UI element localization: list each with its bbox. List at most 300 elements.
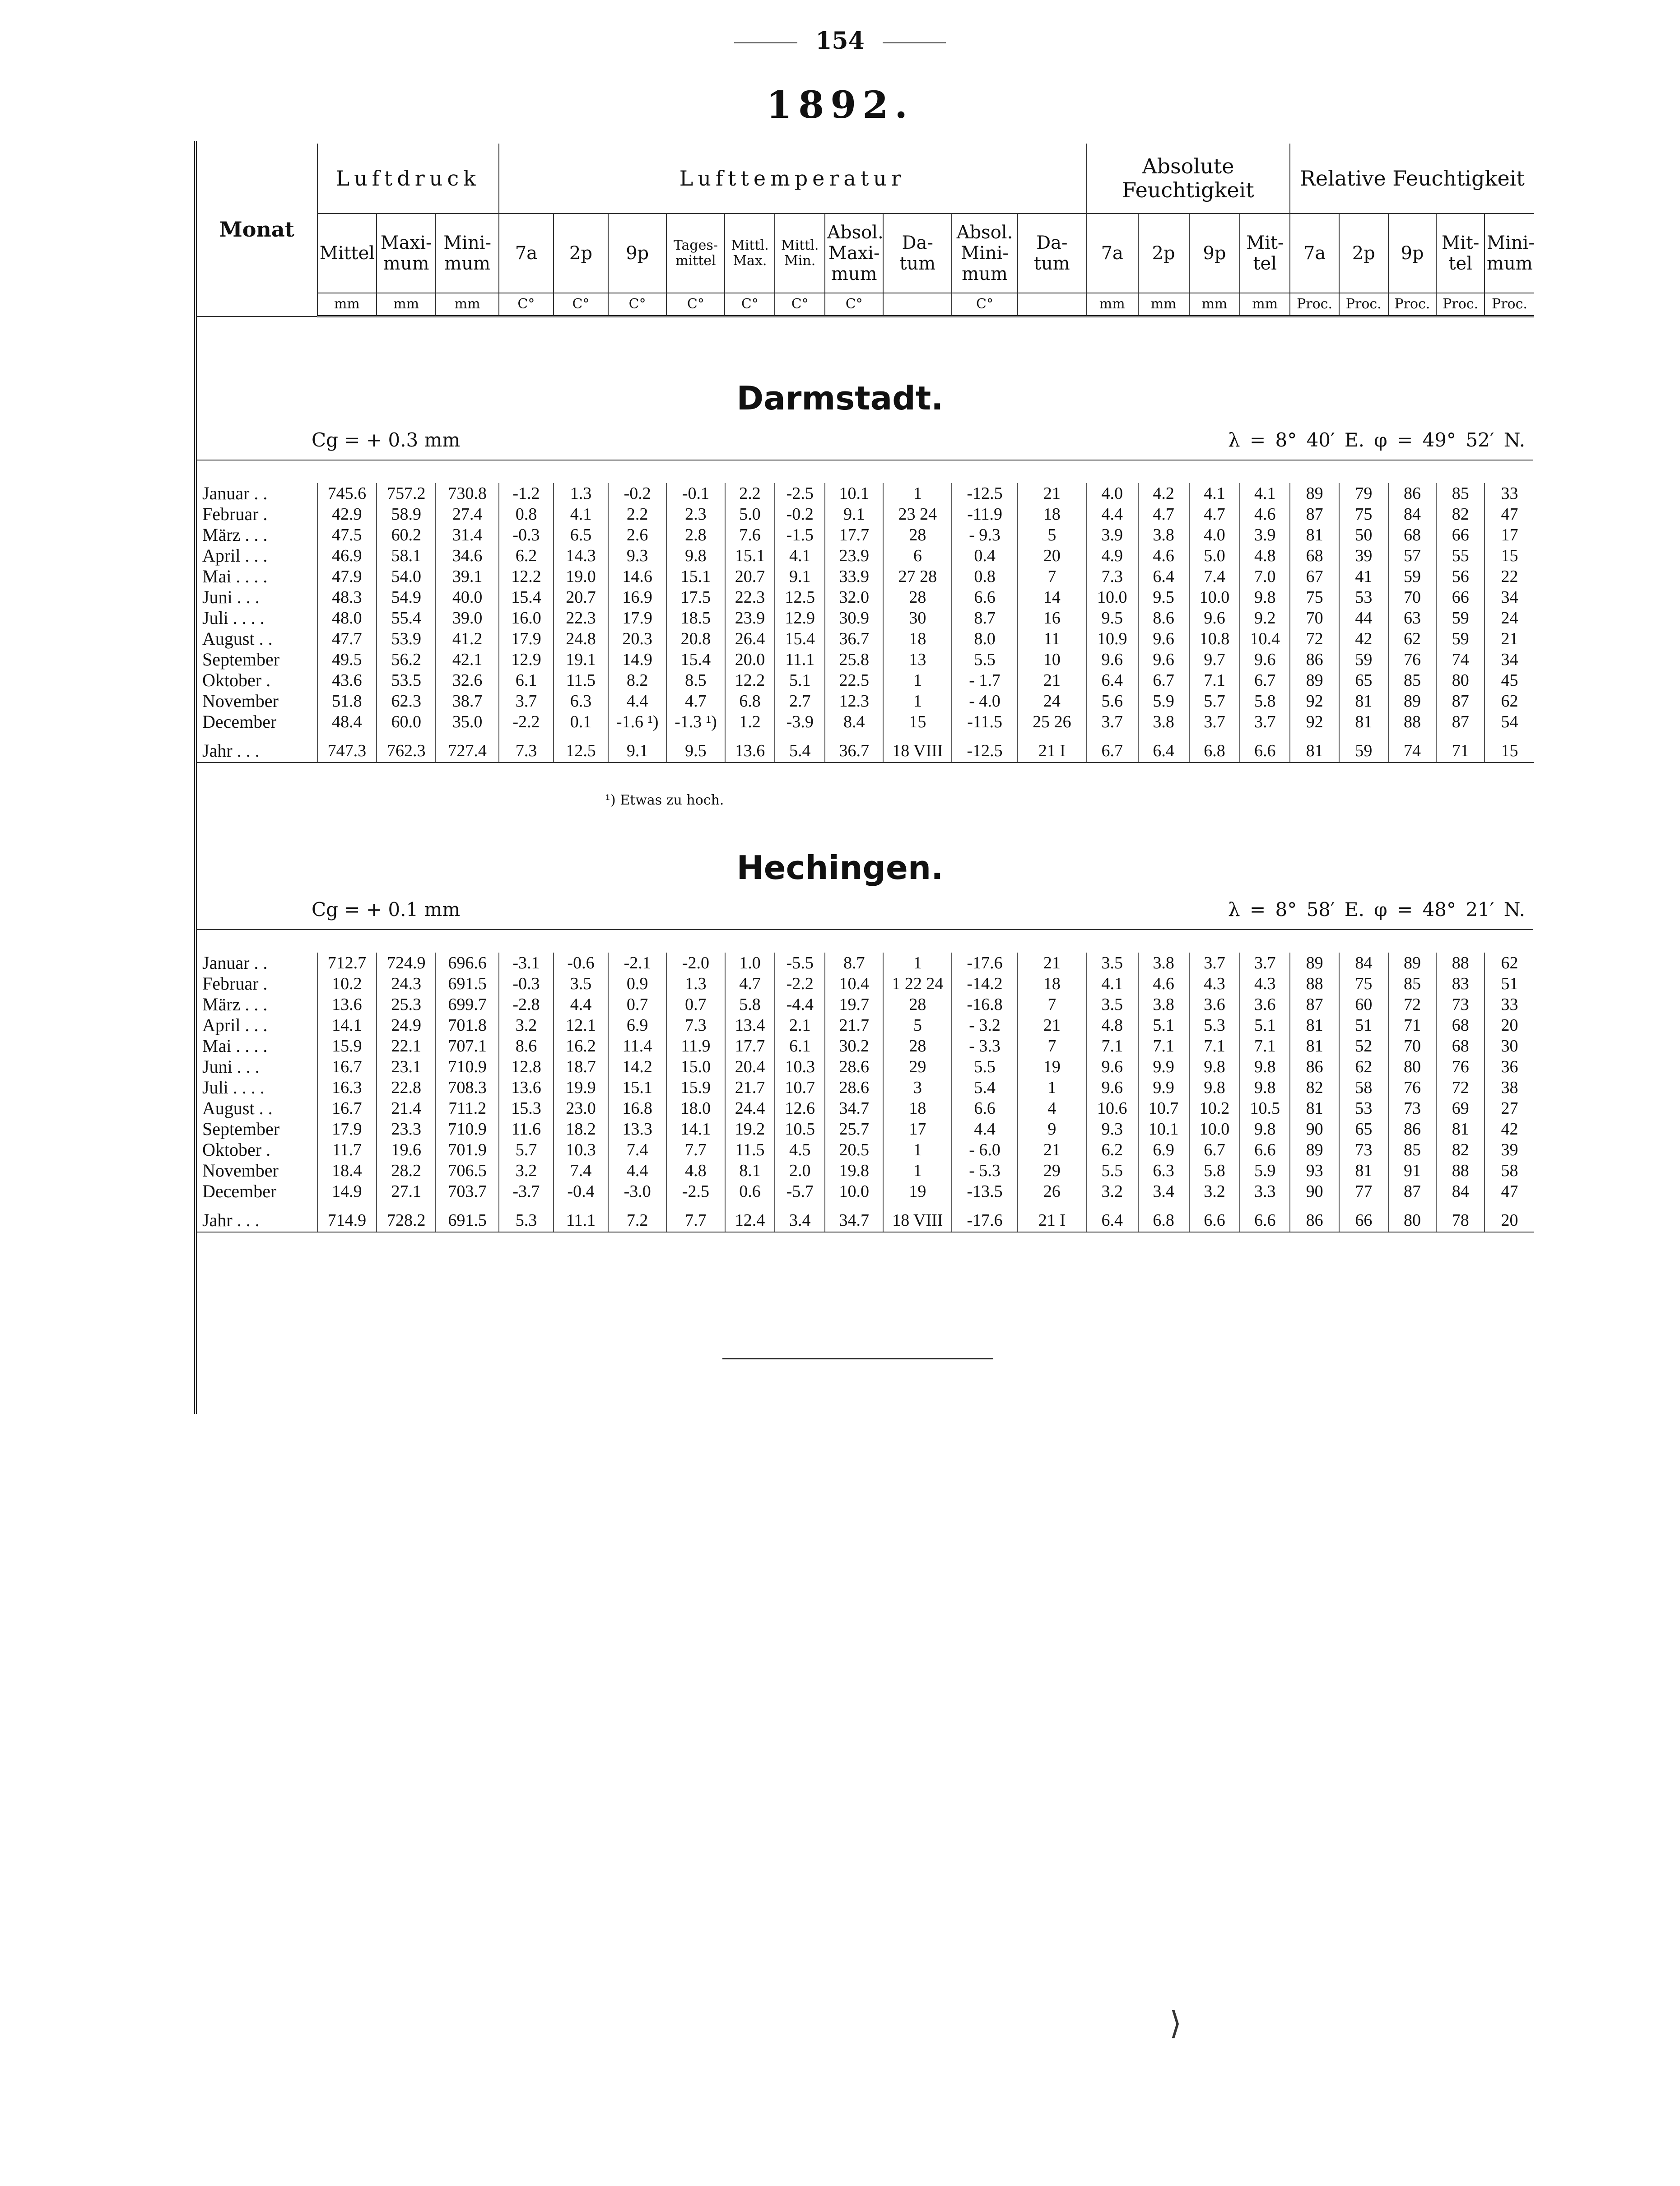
data-cell: 4.1 (1086, 973, 1138, 994)
data-cell: 9.1 (825, 504, 883, 525)
data-cell: 7.1 (1138, 1036, 1189, 1056)
data-cell: 7.7 (666, 1140, 725, 1160)
data-cell: 7 (1018, 1036, 1086, 1056)
data-cell: 6.7 (1086, 732, 1138, 763)
data-cell: 9.8 (1240, 1119, 1290, 1140)
data-cell: 0.7 (666, 994, 725, 1015)
unit-cell: C° (554, 293, 608, 316)
data-cell: 6.9 (1138, 1140, 1189, 1160)
data-cell: 81 (1339, 1160, 1388, 1181)
data-cell: 17.9 (317, 1119, 377, 1140)
data-cell: 22.8 (377, 1077, 436, 1098)
data-cell: -0.3 (499, 525, 554, 545)
data-cell: 34 (1485, 649, 1534, 670)
absolute-feuchtigkeit-header: Absolute Feuchtigkeit (1086, 144, 1290, 214)
subhead-cell: Mit-tel (1240, 214, 1290, 293)
data-cell: 5.4 (952, 1077, 1018, 1098)
data-cell: -16.8 (952, 994, 1018, 1015)
data-cell: 71 (1388, 1015, 1437, 1036)
data-cell: 5.1 (1240, 1015, 1290, 1036)
subhead-cell: 9p (1388, 214, 1437, 293)
data-cell: 8.2 (608, 670, 666, 691)
data-cell: 7 (1018, 566, 1086, 587)
subhead-cell: Maxi-mum (377, 214, 436, 293)
data-cell: 5.0 (725, 504, 775, 525)
subhead-cell: Mit-tel (1436, 214, 1485, 293)
data-cell: 708.3 (436, 1077, 499, 1098)
data-cell: 30 (1485, 1036, 1534, 1056)
data-cell: 18.7 (554, 1056, 608, 1077)
data-cell: 75 (1339, 973, 1388, 994)
data-cell: 10.3 (554, 1140, 608, 1160)
data-cell: 81 (1339, 712, 1388, 732)
data-cell: 18.5 (666, 608, 725, 628)
data-cell: 44 (1339, 608, 1388, 628)
data-cell: 23.9 (725, 608, 775, 628)
data-cell: 66 (1339, 1202, 1388, 1232)
data-cell: 78 (1436, 1202, 1485, 1232)
data-cell: 18.2 (554, 1119, 608, 1140)
subhead-cell: Mittel (317, 214, 377, 293)
data-cell: 88 (1436, 953, 1485, 973)
subhead-cell: Tages-mittel (666, 214, 725, 293)
data-cell: 23.0 (554, 1098, 608, 1119)
data-cell: -2.8 (499, 994, 554, 1015)
data-cell: 45 (1485, 670, 1534, 691)
data-cell: 9.6 (1240, 649, 1290, 670)
lufttemperatur-header: Lufttemperatur (499, 144, 1086, 214)
data-cell: -17.6 (952, 953, 1018, 973)
data-cell: - 5.3 (952, 1160, 1018, 1181)
data-cell: 4.9 (1086, 545, 1138, 566)
data-cell: 5.8 (1189, 1160, 1240, 1181)
table-row (197, 628, 1534, 649)
data-cell: 89 (1388, 691, 1437, 712)
data-cell: 34.7 (825, 1202, 883, 1232)
data-cell: 6.2 (499, 545, 554, 566)
data-cell: 20.7 (725, 566, 775, 587)
data-cell: 41 (1339, 566, 1388, 587)
data-cell: 23.9 (825, 545, 883, 566)
data-cell: -1.5 (775, 525, 825, 545)
data-cell: 59 (1339, 649, 1388, 670)
unit-cell: C° (499, 293, 554, 316)
data-cell: 10 (1018, 649, 1086, 670)
data-cell: 24.8 (554, 628, 608, 649)
data-cell: 10.4 (825, 973, 883, 994)
data-cell: 19.1 (554, 649, 608, 670)
data-cell: 1 (883, 953, 952, 973)
data-cell: 10.9 (1086, 628, 1138, 649)
subhead-cell: 7a (1290, 214, 1339, 293)
data-cell: 4.7 (1189, 504, 1240, 525)
data-cell: 10.8 (1189, 628, 1240, 649)
table-row (197, 545, 1534, 566)
data-cell: 13 (883, 649, 952, 670)
data-cell: 8.0 (952, 628, 1018, 649)
data-cell: 6.6 (952, 587, 1018, 608)
data-cell: 4.1 (1189, 483, 1240, 504)
data-cell: 12.6 (775, 1098, 825, 1119)
data-cell: 10.4 (1240, 628, 1290, 649)
data-cell: 6.8 (1189, 732, 1240, 763)
data-cell: 712.7 (317, 953, 377, 973)
data-cell: 71 (1436, 732, 1485, 763)
data-cell: 22.3 (725, 587, 775, 608)
data-cell: 53 (1339, 1098, 1388, 1119)
data-cell: 6.4 (1086, 670, 1138, 691)
data-cell: 82 (1436, 504, 1485, 525)
data-cell: 28 (883, 525, 952, 545)
data-cell: 33 (1485, 994, 1534, 1015)
data-cell: 0.1 (554, 712, 608, 732)
data-cell: 36 (1485, 1056, 1534, 1077)
footnote: ¹) Etwas zu hoch. (605, 792, 724, 808)
data-cell: 54.9 (377, 587, 436, 608)
data-cell: 20 (1485, 1202, 1534, 1232)
data-cell: 68 (1436, 1036, 1485, 1056)
data-cell: 47 (1485, 504, 1534, 525)
data-cell: 21 (1485, 628, 1534, 649)
pencil-mark: ⟩ (1169, 2005, 1182, 2042)
data-cell: 10.2 (1189, 1098, 1240, 1119)
data-cell: 68 (1290, 545, 1339, 566)
unit-cell: Proc. (1485, 293, 1534, 316)
data-cell: 1 22 24 (883, 973, 952, 994)
data-cell: 42.9 (317, 504, 377, 525)
data-cell: 24 (1485, 608, 1534, 628)
data-cell: 18 (883, 1098, 952, 1119)
table-row (197, 1015, 1534, 1036)
data-cell: 17.9 (608, 608, 666, 628)
month-label: November (202, 691, 279, 711)
data-cell: 12.8 (499, 1056, 554, 1077)
data-cell: 19 (883, 1181, 952, 1202)
data-cell: 12.4 (725, 1202, 775, 1232)
table-row (197, 953, 1534, 973)
data-cell: 77 (1339, 1181, 1388, 1202)
station-coordinates: λ = 8° 58′ E. φ = 48° 21′ N. (1228, 898, 1526, 921)
unit-cell: C° (608, 293, 666, 316)
data-cell: 62.3 (377, 691, 436, 712)
data-cell: 87 (1290, 504, 1339, 525)
data-cell: 11.5 (554, 670, 608, 691)
data-cell: 48.3 (317, 587, 377, 608)
month-label: September (202, 1119, 280, 1139)
data-cell: 15.1 (666, 566, 725, 587)
data-cell: 2.3 (666, 504, 725, 525)
unit-cell: mm (377, 293, 436, 316)
data-cell: 34.7 (825, 1098, 883, 1119)
data-cell: 53.5 (377, 670, 436, 691)
data-cell: 2.2 (725, 483, 775, 504)
unit-cell: Proc. (1290, 293, 1339, 316)
data-cell: 21 (1018, 953, 1086, 973)
data-cell: 65 (1339, 670, 1388, 691)
data-cell: 24 (1018, 691, 1086, 712)
data-cell: 27.4 (436, 504, 499, 525)
data-cell: 16.7 (317, 1098, 377, 1119)
data-cell: 58.9 (377, 504, 436, 525)
data-cell: 41.2 (436, 628, 499, 649)
data-cell: 16.0 (499, 608, 554, 628)
data-cell: 84 (1388, 504, 1437, 525)
data-cell: 18 (1018, 973, 1086, 994)
data-cell: 32.6 (436, 670, 499, 691)
data-cell: 87 (1290, 994, 1339, 1015)
data-cell: 5.1 (775, 670, 825, 691)
data-cell: 34 (1485, 587, 1534, 608)
data-cell: -5.5 (775, 953, 825, 973)
data-cell: 16 (1018, 608, 1086, 628)
data-cell: 55 (1436, 545, 1485, 566)
data-cell: 34.6 (436, 545, 499, 566)
data-cell: 73 (1388, 1098, 1437, 1119)
data-cell: 9.6 (1189, 608, 1240, 628)
data-cell: 10.3 (775, 1056, 825, 1077)
data-cell: 14.9 (317, 1181, 377, 1202)
unit-cell: C° (952, 293, 1018, 316)
data-cell: 89 (1290, 483, 1339, 504)
data-cell: 91 (1388, 1160, 1437, 1181)
data-cell: 18 VIII (883, 732, 952, 763)
data-cell: 691.5 (436, 973, 499, 994)
data-cell: 56 (1436, 566, 1485, 587)
data-cell: 8.1 (725, 1160, 775, 1181)
data-cell: 9.1 (608, 732, 666, 763)
data-cell: 18.0 (666, 1098, 725, 1119)
table-row (197, 649, 1534, 670)
data-cell: 8.6 (499, 1036, 554, 1056)
unit-cell: C° (825, 293, 883, 316)
data-cell: 63 (1388, 608, 1437, 628)
data-cell: 5.9 (1138, 691, 1189, 712)
month-label: Mai . . . . (202, 566, 268, 586)
data-cell: 3.9 (1086, 525, 1138, 545)
data-cell: 39 (1339, 545, 1388, 566)
subhead-cell: Mittl. Min. (775, 214, 825, 293)
data-cell: 724.9 (377, 953, 436, 973)
data-cell: -2.1 (608, 953, 666, 973)
subhead-cell: 7a (1086, 214, 1138, 293)
data-cell: -3.9 (775, 712, 825, 732)
data-cell: 9.8 (1240, 1056, 1290, 1077)
data-cell: 0.4 (952, 545, 1018, 566)
data-cell: 87 (1388, 1181, 1437, 1202)
data-cell: -2.0 (666, 953, 725, 973)
data-cell: -3.1 (499, 953, 554, 973)
data-cell: -3.0 (608, 1181, 666, 1202)
data-cell: 39 (1485, 1140, 1534, 1160)
subhead-cell: 2p (1138, 214, 1189, 293)
data-cell: 60.2 (377, 525, 436, 545)
data-cell: 29 (883, 1056, 952, 1077)
month-label: April . . . (202, 545, 268, 566)
data-cell: 55.4 (377, 608, 436, 628)
data-cell: 21 I (1018, 732, 1086, 763)
data-cell: 9.6 (1138, 649, 1189, 670)
subhead-cell: 7a (499, 214, 554, 293)
unit-cell: mm (1189, 293, 1240, 316)
data-cell: -4.4 (775, 994, 825, 1015)
data-cell: 14.6 (608, 566, 666, 587)
data-cell: 68 (1388, 525, 1437, 545)
data-cell: 59 (1436, 608, 1485, 628)
data-cell: 59 (1388, 566, 1437, 587)
data-cell: 9.8 (1189, 1056, 1240, 1077)
data-cell: 3.7 (1189, 953, 1240, 973)
data-cell: 9.8 (1240, 587, 1290, 608)
data-cell: 28 (883, 587, 952, 608)
data-cell: 4.6 (1138, 545, 1189, 566)
data-cell: 730.8 (436, 483, 499, 504)
month-label: Februar . (202, 504, 268, 524)
year-total-row (197, 732, 1534, 763)
data-cell: 19.9 (554, 1077, 608, 1098)
data-cell: 6.4 (1138, 732, 1189, 763)
data-cell: 80 (1388, 1056, 1437, 1077)
data-cell: 12.1 (554, 1015, 608, 1036)
table-row (197, 1119, 1534, 1140)
data-cell: 1.2 (725, 712, 775, 732)
month-label: Januar . . (202, 953, 268, 973)
data-cell: 70 (1388, 1036, 1437, 1056)
data-cell: 10.0 (1189, 1119, 1240, 1140)
month-label: April . . . (202, 1015, 268, 1035)
data-cell: 33.9 (825, 566, 883, 587)
data-cell: 11.9 (666, 1036, 725, 1056)
data-cell: 50 (1339, 525, 1388, 545)
data-cell: 27.1 (377, 1181, 436, 1202)
data-cell: 9.3 (1086, 1119, 1138, 1140)
data-cell: 3.4 (775, 1202, 825, 1232)
data-cell: 7.4 (554, 1160, 608, 1181)
data-cell: 1 (883, 1140, 952, 1160)
data-cell: 79 (1339, 483, 1388, 504)
data-cell: 47.5 (317, 525, 377, 545)
data-cell: -0.6 (554, 953, 608, 973)
data-cell: 3.2 (1189, 1181, 1240, 1202)
data-cell: 1.3 (554, 483, 608, 504)
data-cell: 4.0 (1189, 525, 1240, 545)
data-cell: 4.4 (554, 994, 608, 1015)
data-cell: 20.3 (608, 628, 666, 649)
data-cell: 1 (1018, 1077, 1086, 1098)
data-cell: 5.1 (1138, 1015, 1189, 1036)
data-cell: 4.1 (775, 545, 825, 566)
data-cell: 33 (1485, 483, 1534, 504)
table-row (197, 1036, 1534, 1056)
data-cell: 15.9 (317, 1036, 377, 1056)
data-cell: 7.4 (1189, 566, 1240, 587)
month-label: August . . (202, 1098, 273, 1118)
data-cell: -0.2 (775, 504, 825, 525)
data-cell: 67 (1290, 566, 1339, 587)
table-row (197, 1181, 1534, 1202)
data-cell: 51 (1485, 973, 1534, 994)
month-label: März . . . (202, 994, 268, 1014)
data-cell: 17.7 (725, 1036, 775, 1056)
data-cell: 3.8 (1138, 525, 1189, 545)
data-cell: 3.7 (1086, 712, 1138, 732)
data-cell: 2.7 (775, 691, 825, 712)
unit-cell: Proc. (1436, 293, 1485, 316)
data-cell: 6.6 (952, 1098, 1018, 1119)
data-cell: 0.8 (952, 566, 1018, 587)
data-cell: 3.3 (1240, 1181, 1290, 1202)
data-cell: 9 (1018, 1119, 1086, 1140)
data-cell: 22.5 (825, 670, 883, 691)
data-cell: 10.7 (775, 1077, 825, 1098)
data-cell: 90 (1290, 1181, 1339, 1202)
data-cell: 13.3 (608, 1119, 666, 1140)
data-cell: 15.4 (499, 587, 554, 608)
data-cell: 82 (1290, 1077, 1339, 1098)
data-cell: 28 (883, 994, 952, 1015)
subhead-cell: Absol. Mini-mum (952, 214, 1018, 293)
data-cell: 6.8 (725, 691, 775, 712)
data-cell: 3.7 (1240, 953, 1290, 973)
data-cell: 14.2 (608, 1056, 666, 1077)
data-cell: 89 (1388, 953, 1437, 973)
data-cell: 710.9 (436, 1119, 499, 1140)
data-cell: - 3.3 (952, 1036, 1018, 1056)
data-cell: 10.0 (1189, 587, 1240, 608)
data-cell: 12.2 (499, 566, 554, 587)
data-cell: 86 (1290, 1202, 1339, 1232)
data-cell: 89 (1290, 953, 1339, 973)
data-cell: 15.4 (775, 628, 825, 649)
section-rule (197, 929, 1533, 930)
data-cell: 5.5 (952, 649, 1018, 670)
data-cell: 747.3 (317, 732, 377, 763)
data-cell: 714.9 (317, 1202, 377, 1232)
data-cell: 13.4 (725, 1015, 775, 1036)
unit-cell: mm (1086, 293, 1138, 316)
data-cell: 14.3 (554, 545, 608, 566)
data-cell: 30.2 (825, 1036, 883, 1056)
data-cell: 31.4 (436, 525, 499, 545)
data-cell: 11.6 (499, 1119, 554, 1140)
data-cell: 3.8 (1138, 953, 1189, 973)
data-cell: 85 (1436, 483, 1485, 504)
data-cell: 11.5 (725, 1140, 775, 1160)
data-cell: 10.0 (825, 1181, 883, 1202)
data-cell: 85 (1388, 1140, 1437, 1160)
data-cell: 745.6 (317, 483, 377, 504)
data-cell: 38.7 (436, 691, 499, 712)
data-cell: 20.4 (725, 1056, 775, 1077)
data-cell: 1.3 (666, 973, 725, 994)
data-cell: 4 (1018, 1098, 1086, 1119)
data-cell: 19 (1018, 1056, 1086, 1077)
data-cell: 3.2 (1086, 1181, 1138, 1202)
data-cell: 1.0 (725, 953, 775, 973)
month-label: September (202, 649, 280, 670)
data-cell: -13.5 (952, 1181, 1018, 1202)
data-cell: 84 (1436, 1181, 1485, 1202)
data-cell: 18 VIII (883, 1202, 952, 1232)
data-cell: 0.7 (608, 994, 666, 1015)
data-cell: -11.5 (952, 712, 1018, 732)
table-row (197, 670, 1534, 691)
table-row (197, 1140, 1534, 1160)
data-cell: 11.1 (554, 1202, 608, 1232)
data-cell: 757.2 (377, 483, 436, 504)
data-cell: 703.7 (436, 1181, 499, 1202)
subhead-cell: 2p (554, 214, 608, 293)
data-cell: 21.7 (825, 1015, 883, 1036)
